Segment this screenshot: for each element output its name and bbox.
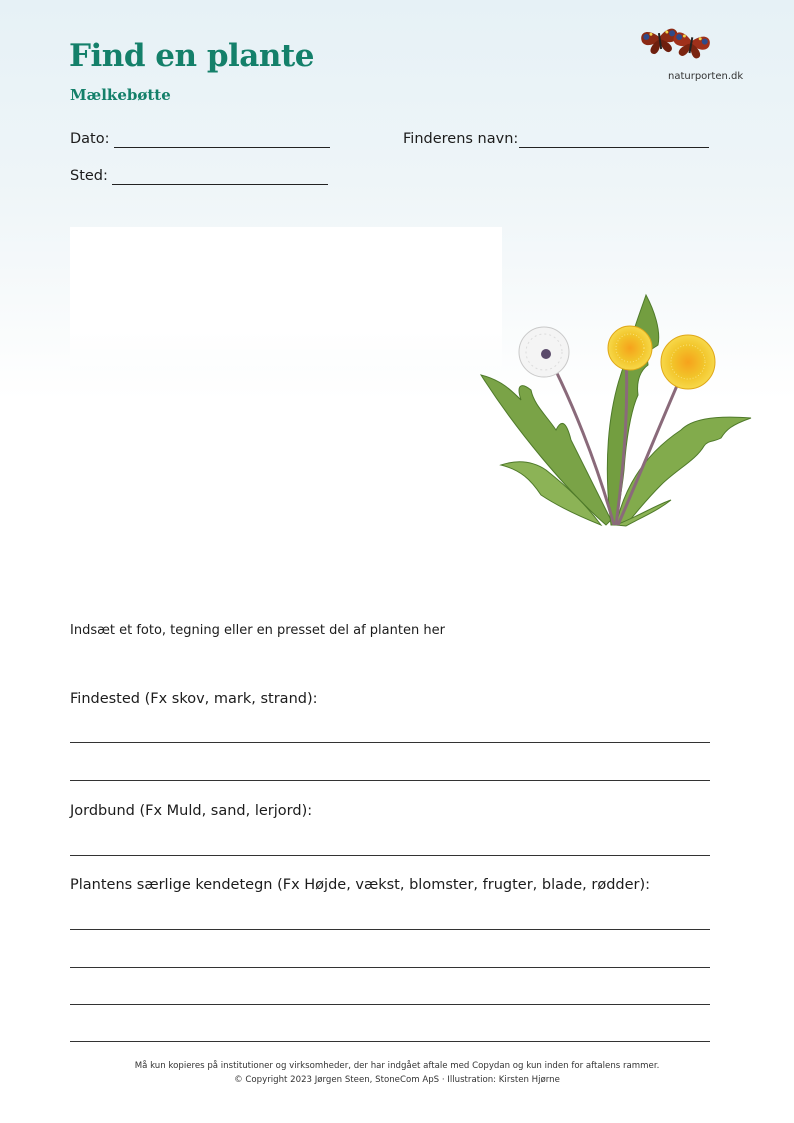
seed-head [519,327,569,377]
write-line[interactable] [70,967,710,968]
finder-label: Finderens navn: [403,131,519,147]
write-line[interactable] [70,929,710,930]
section-label-kendetegn: Plantens særlige kendetegn (Fx Højde, vækst, blomster, frugter, blade, rødder): [70,877,651,893]
dandelion-illustration-icon [476,290,766,540]
section-label-findested: Findested (Fx skov, mark, strand): [70,691,318,707]
date-label: Dato: [70,131,110,147]
date-line[interactable] [114,147,330,148]
write-line[interactable] [70,1004,710,1005]
site-name: naturporten.dk [668,71,744,82]
write-line[interactable] [70,1041,710,1042]
page-subtitle: Mælkebøtte [70,86,171,104]
write-line[interactable] [70,742,710,743]
write-line[interactable] [70,780,710,781]
butterfly-logo-icon [634,22,718,64]
photo-instruction: Indsæt et foto, tegning eller en presset del af planten her [70,623,445,638]
place-label: Sted: [70,168,108,184]
section-label-jordbund: Jordbund (Fx Muld, sand, lerjord): [70,803,313,819]
write-line[interactable] [70,855,710,856]
footer-license: Må kun kopieres på institutioner og virksomheder, der har indgået aftale med Copydan og kun inden for aftalens rammer. [134,1061,660,1071]
finder-name-line[interactable] [519,147,709,148]
photo-area[interactable] [70,227,502,377]
footer-copyright: © Copyright 2023 Jørgen Steen, StoneCom ApS · Illustration: Kirsten Hjørne [234,1075,560,1085]
place-line[interactable] [112,184,328,185]
page-title: Find en plante [69,38,314,74]
brand [622,22,742,86]
